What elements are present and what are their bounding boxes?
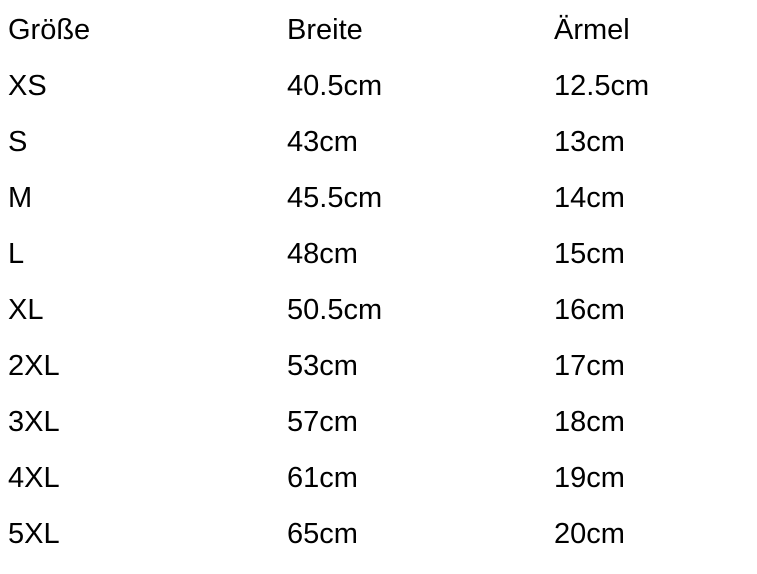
table-body <box>0 56 757 562</box>
cell-size: M <box>8 181 33 214</box>
cell-sleeve: 12.5cm <box>554 69 650 102</box>
cell-size: XS <box>8 69 47 102</box>
column-header-size: Größe <box>8 13 91 46</box>
cell-sleeve: 19cm <box>554 461 625 494</box>
cell-sleeve: 17cm <box>554 349 625 382</box>
column-header-sleeve: Ärmel <box>554 13 630 46</box>
cell-width: 48cm <box>287 237 358 270</box>
table-header <box>0 0 757 56</box>
table-row <box>0 338 757 394</box>
table-row <box>0 170 757 226</box>
cell-size: L <box>8 237 25 270</box>
table-row <box>0 506 757 562</box>
cell-size: S <box>8 125 28 158</box>
table-row <box>0 56 757 114</box>
cell-width: 43cm <box>287 125 358 158</box>
cell-sleeve: 20cm <box>554 517 625 550</box>
cell-sleeve: 13cm <box>554 125 625 158</box>
table-row <box>0 394 757 450</box>
cell-size: 4XL <box>8 461 60 494</box>
cell-sleeve: 15cm <box>554 237 625 270</box>
table-row <box>0 282 757 338</box>
cell-width: 40.5cm <box>287 69 383 102</box>
table-row <box>0 114 757 170</box>
cell-sleeve: 18cm <box>554 405 625 438</box>
cell-sleeve: 14cm <box>554 181 625 214</box>
cell-width: 45.5cm <box>287 181 383 214</box>
cell-width: 50.5cm <box>287 293 383 326</box>
table-header-row <box>0 0 757 56</box>
cell-size: 2XL <box>8 349 60 382</box>
cell-width: 57cm <box>287 405 358 438</box>
cell-sleeve: 16cm <box>554 293 625 326</box>
cell-size: 3XL <box>8 405 60 438</box>
column-header-width: Breite <box>287 13 363 46</box>
cell-width: 65cm <box>287 517 358 550</box>
cell-size: XL <box>8 293 44 326</box>
cell-width: 61cm <box>287 461 358 494</box>
cell-size: 5XL <box>8 517 60 550</box>
table-row <box>0 450 757 506</box>
table-row <box>0 226 757 282</box>
cell-width: 53cm <box>287 349 358 382</box>
